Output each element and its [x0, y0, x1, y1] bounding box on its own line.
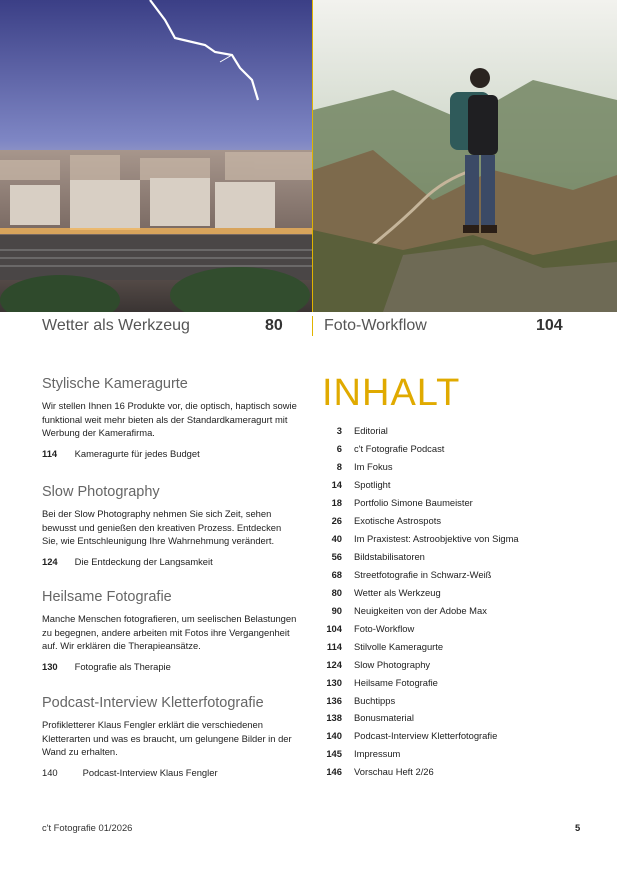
feature-ref-label: Fotografie als Therapie [74, 660, 171, 672]
toc-page: 146 [326, 766, 342, 778]
inhalt-heading: INHALT [322, 372, 461, 414]
table-of-contents [316, 422, 586, 781]
toc-page: 56 [331, 551, 342, 563]
toc-label: Im Fokus [354, 461, 393, 473]
toc-page: 68 [331, 568, 342, 580]
feature-ref[interactable] [42, 661, 297, 672]
feature-text: Profikletterer Klaus Fengler erklärt die verschiedenen Kletterarten und was es braucht, um gelungene Bilder in der Wand zu erhalten. [42, 719, 292, 758]
toc-page: 90 [331, 604, 342, 616]
toc-page: 145 [326, 748, 342, 760]
footer-magazine-issue: c't Fotografie 01/2026 [42, 822, 133, 833]
toc-label: Neuigkeiten von der Adobe Max [354, 604, 487, 616]
feature-title[interactable]: Slow Photography [42, 484, 160, 500]
toc-entry[interactable] [316, 494, 586, 512]
toc-page: 26 [331, 515, 342, 527]
toc-entry[interactable] [316, 458, 586, 476]
feature-kletterfotografie [42, 695, 297, 778]
feature-title[interactable]: Heilsame Fotografie [42, 589, 172, 605]
toc-entry[interactable] [316, 727, 586, 745]
caption-divider [312, 316, 313, 336]
toc-page: 3 [336, 425, 342, 437]
feature-text: Bei der Slow Photography nehmen Sie sich Zeit, sehen bewusst und genießen den kreativen Prozess. Entdecken Sie, wie Entschleunigung Ihre Wahrnehmung verändert. [42, 508, 282, 547]
toc-page: 124 [326, 658, 342, 670]
toc-entry[interactable] [316, 422, 586, 440]
feature-ref-label: Podcast-Interview Klaus Fengler [82, 766, 218, 778]
toc-page: 14 [331, 479, 342, 491]
toc-label: Impressum [354, 748, 401, 760]
feature-slow-photography [42, 484, 297, 567]
toc-entry[interactable] [316, 440, 586, 458]
hero-caption-bar [0, 312, 617, 342]
toc-label: Streetfotografie in Schwarz-Weiß [354, 568, 492, 580]
feature-ref-page: 140 [42, 766, 58, 778]
toc-label: Vorschau Heft 2/26 [354, 766, 434, 778]
feature-text: Wir stellen Ihnen 16 Produkte vor, die optisch, haptisch sowie funktional weit mehr bieten als der Standardkameragurt mit Werbung der Kamerafirma. [42, 400, 297, 439]
toc-label: Exotische Astrospots [354, 515, 442, 527]
toc-page: 80 [331, 586, 342, 598]
toc-label: Stilvolle Kameragurte [354, 640, 444, 652]
toc-entry[interactable] [316, 673, 586, 691]
feature-ref[interactable] [42, 448, 297, 459]
toc-label: Editorial [354, 425, 388, 437]
feature-ref-label: Die Entdeckung der Langsamkeit [74, 555, 213, 567]
toc-label: Buchtipps [354, 694, 396, 706]
hero-right-page: 104 [536, 317, 563, 334]
toc-label: Heilsame Fotografie [354, 676, 438, 688]
feature-heilsame-fotografie [42, 589, 297, 672]
toc-label: Bonusmaterial [354, 712, 414, 724]
toc-entry[interactable] [316, 583, 586, 601]
toc-label: Bildstabilisatoren [354, 551, 425, 563]
toc-label: Foto-Workflow [354, 622, 415, 634]
toc-page: 130 [326, 676, 342, 688]
hero-right-title[interactable]: Foto-Workflow [324, 317, 427, 334]
toc-page: 138 [326, 712, 342, 724]
hero-image-city-lightning[interactable] [0, 0, 312, 312]
toc-entry[interactable] [316, 601, 586, 619]
toc-entry[interactable] [316, 619, 586, 637]
hero-left-title[interactable]: Wetter als Werkzeug [42, 317, 190, 334]
toc-page: 40 [331, 533, 342, 545]
toc-entry[interactable] [316, 476, 586, 494]
toc-page: 114 [326, 640, 342, 652]
feature-ref[interactable] [42, 556, 297, 567]
hero-divider [312, 0, 313, 312]
toc-entry[interactable] [316, 745, 586, 763]
feature-text: Manche Menschen fotografieren, um seelischen Belastungen zu begegnen, andere arbeiten mit Fotos ihre Vergangenheit auf. Wir erklären die Therapieansätze. [42, 613, 297, 652]
toc-entry[interactable] [316, 512, 586, 530]
footer-page-number: 5 [575, 822, 581, 833]
toc-label: Podcast-Interview Kletterfotografie [354, 730, 498, 742]
toc-page: 6 [336, 443, 342, 455]
toc-entry[interactable] [316, 637, 586, 655]
toc-entry[interactable] [316, 691, 586, 709]
toc-entry[interactable] [316, 566, 586, 584]
feature-title[interactable]: Podcast-Interview Kletterfotografie [42, 695, 264, 711]
feature-kameragurte [42, 376, 297, 459]
toc-entry[interactable] [316, 530, 586, 548]
toc-page: 8 [336, 461, 342, 473]
toc-label: Slow Photography [354, 658, 431, 670]
toc-label: Portfolio Simone Baumeister [354, 497, 473, 509]
toc-page: 104 [326, 622, 342, 634]
hero-left-page: 80 [265, 317, 283, 334]
feature-ref-page: 130 [42, 660, 58, 672]
hiker-mountain-illustration [313, 0, 617, 312]
feature-ref-page: 124 [42, 555, 58, 567]
toc-entry[interactable] [316, 763, 586, 781]
toc-label: Spotlight [354, 479, 391, 491]
feature-ref-page: 114 [42, 447, 58, 459]
city-lightning-illustration [0, 0, 312, 312]
toc-page: 140 [326, 730, 342, 742]
toc-label: c't Fotografie Podcast [354, 443, 445, 455]
feature-ref[interactable] [42, 767, 297, 778]
feature-title[interactable]: Stylische Kameragurte [42, 376, 188, 392]
toc-entry[interactable] [316, 655, 586, 673]
toc-page: 18 [331, 497, 342, 509]
toc-label: Im Praxistest: Astroobjektive von Sigma [354, 533, 519, 545]
toc-entry[interactable] [316, 709, 586, 727]
toc-entry[interactable] [316, 548, 586, 566]
toc-page: 136 [326, 694, 342, 706]
feature-ref-label: Kameragurte für jedes Budget [74, 447, 200, 459]
toc-label: Wetter als Werkzeug [354, 586, 441, 598]
hero-image-hiker[interactable] [313, 0, 617, 312]
